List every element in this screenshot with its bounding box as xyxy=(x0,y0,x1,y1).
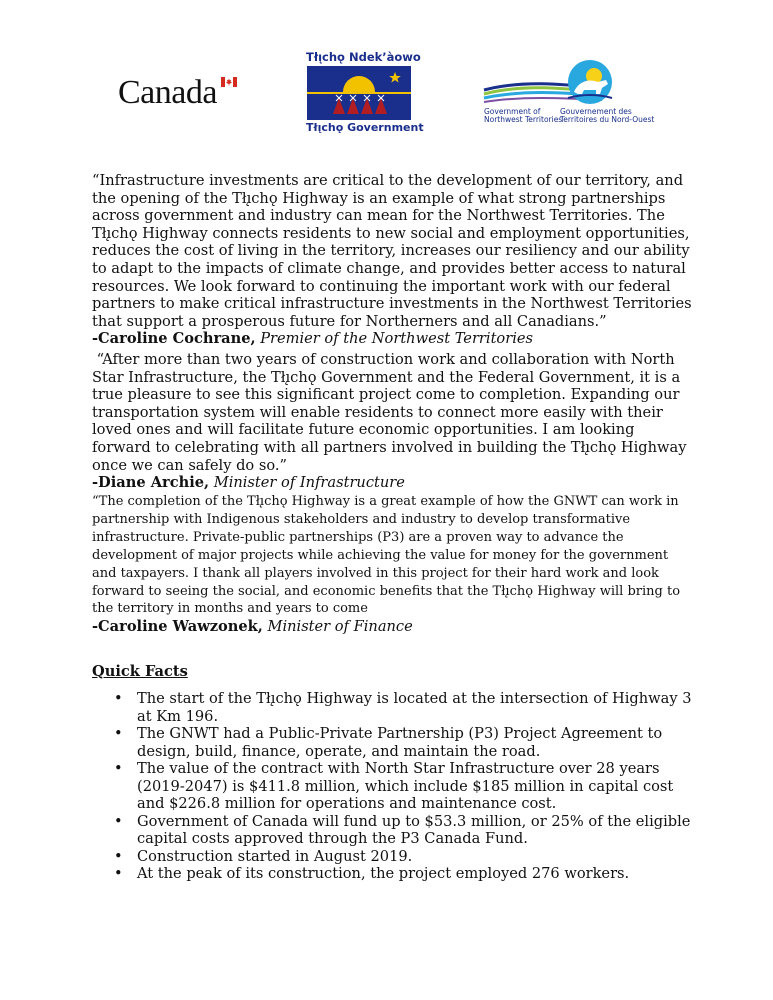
ticho-logo-top-text: Tłı̨chǫ Ndek’àowo xyxy=(306,50,421,64)
list-item xyxy=(92,690,692,725)
fact-text: Construction started in August 2019. xyxy=(137,847,413,865)
quote-text: “The completion of the Tłı̨chǫ Highway is a great example of how the GNWT can work in partnership with Indigenous stakeholders and industry to develop transformative infrastructure. Private-public partnerships (P3) are a proven way to advance the development of major projects while achieving the value for money for the government and taxpayers. I thank all players involved in this project for their hard work and look forward to seeing the social, and economic benefits that the Tłı̨chǫ Highway will bring to the territory in months and years to come xyxy=(92,494,681,617)
bullet-icon: • xyxy=(114,690,123,707)
list-item xyxy=(92,848,692,866)
quote-text: “Infrastructure investments are critical to the development of our territory, and the opening of the Tłı̨chǫ Highway is an example of what strong partnerships across government and industry can mean for the Northwest Territories. The Tłı̨chǫ Highway connects residents to new social and employment opportunities, reduces the cost of living in the territory, increases our resiliency and our ability to adapt to the impacts of climate change, and provides better access to natural resources. We look forward to continuing the important work with our federal partners to make critical infrastructure investments in the Northwest Territories that support a prosperous future for Northerners and all Canadians.” xyxy=(92,172,692,330)
fact-text: The start of the Tłı̨chǫ Highway is located at the intersection of Highway 3 at Km 196. xyxy=(137,690,692,725)
quote-speaker-name: -Diane Archie, xyxy=(92,474,210,492)
quote-attribution xyxy=(92,474,692,492)
quote-block xyxy=(92,493,692,636)
bullet-icon: • xyxy=(114,865,123,882)
fact-text: At the peak of its construction, the project employed 276 workers. xyxy=(137,865,630,882)
maple-leaf-flag-icon xyxy=(221,77,237,87)
quote-speaker-name: -Caroline Cochrane, xyxy=(92,330,256,348)
quote-attribution xyxy=(92,618,692,636)
quick-facts-list xyxy=(92,690,692,883)
quote-attribution xyxy=(92,330,692,348)
quote-block xyxy=(92,172,692,348)
logo-bar xyxy=(0,50,773,140)
ticho-flag-emblem-icon xyxy=(307,66,411,120)
gnwt-logo xyxy=(482,54,662,134)
quote-speaker-title: Minister of Infrastructure xyxy=(213,474,405,492)
quote-block xyxy=(92,351,692,492)
quote-speaker-title: Premier of the Northwest Territories xyxy=(260,330,533,348)
bullet-icon: • xyxy=(114,847,123,865)
ticho-government-logo xyxy=(306,50,424,134)
bullet-icon: • xyxy=(114,725,123,742)
list-item xyxy=(92,760,692,813)
canada-wordmark-logo xyxy=(118,74,217,112)
list-item xyxy=(92,725,692,760)
quote-speaker-name: -Caroline Wawzonek, xyxy=(92,618,263,636)
fact-text: The value of the contract with North Star Infrastructure over 28 years (2019-2047) is $411.8 million, which include $185 million in capital cost and $226.8 million for operations and maintenance cost. xyxy=(137,760,674,812)
quote-speaker-title: Minister of Finance xyxy=(267,618,413,636)
quick-facts-heading: Quick Facts xyxy=(92,663,188,680)
bullet-icon: • xyxy=(114,760,123,777)
fact-text: Government of Canada will fund up to $53.3 million, or 25% of the eligible capital costs approved through the P3 Canada Fund. xyxy=(137,812,691,847)
list-item xyxy=(92,813,692,848)
bullet-icon: • xyxy=(114,812,123,830)
canada-wordmark: Canada xyxy=(118,74,217,111)
ticho-logo-bottom-text: Tłı̨chǫ Government xyxy=(306,121,424,134)
quote-text: “After more than two years of construction work and collaboration with North Star Infrastructure, the Tłı̨chǫ Government and the Federal Government, it is a true pleasure to see this significant project come to completion. Expanding our transportation system will enable residents to connect more easily with their loved ones and will facilitate future economic opportunities. I am looking forward to celebrating with all partners involved in building the Tłı̨chǫ Highway once we can safely do so.” xyxy=(92,351,692,474)
list-item xyxy=(92,865,692,883)
polar-bear-icon xyxy=(482,54,662,108)
fact-text: The GNWT had a Public-Private Partnership (P3) Project Agreement to design, build, finance, operate, and maintain the road. xyxy=(137,725,663,760)
gnwt-logo-english-text: Government of Northwest Territories xyxy=(484,107,563,124)
gnwt-logo-french-text: Gouvernement des Territoires du Nord-Ouest xyxy=(560,107,655,124)
